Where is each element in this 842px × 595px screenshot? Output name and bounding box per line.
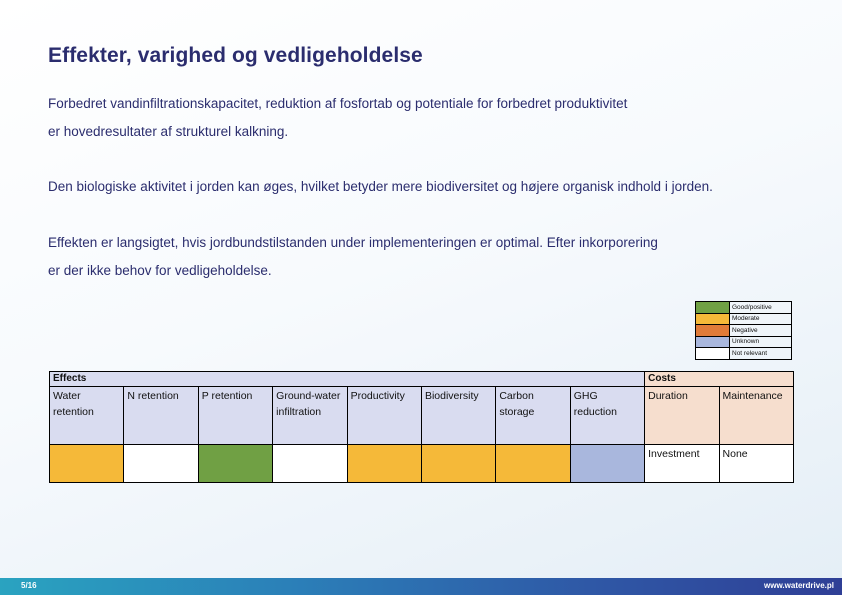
website-link[interactable]: www.waterdrive.pl [764,581,834,590]
legend-row [696,336,792,348]
effect-rating-cell [347,445,421,483]
legend-row [696,348,792,360]
paragraph-line: Den biologiske aktivitet i jorden kan øges, hvilket betyder mere biodiversitet og højere organisk indhold i jorden. [48,179,713,194]
effect-col-ghg-reduction: GHG reduction [570,387,644,445]
legend-swatch [696,336,730,348]
effect-rating-cell [421,445,495,483]
effect-col-water-retention: Water retention [50,387,124,445]
effect-rating-cell [124,445,198,483]
effect-rating-cell [570,445,644,483]
effect-col-biodiversity: Biodiversity [421,387,495,445]
table-column-row [50,387,794,445]
page-number: 5/16 [21,581,37,590]
effect-rating-cell [198,445,272,483]
costs-header: Costs [645,372,794,387]
legend-swatch [696,302,730,314]
legend-label: Moderate [730,313,792,325]
legend-swatch [696,325,730,337]
paragraph-line: er hovedresultater af strukturel kalkning. [48,124,289,139]
effect-col-productivity: Productivity [347,387,421,445]
paragraph-line: er der ikke behov for vedligeholdelse. [48,263,272,278]
effect-col-p-retention: P retention [198,387,272,445]
effects-costs-table [49,371,794,483]
paragraph-line: Forbedret vandinfiltrationskapacitet, reduktion af fosfortab og potentiale for forbedret produktivitet [48,96,628,111]
legend-label: Not relevant [730,348,792,360]
legend-label: Good/positive [730,302,792,314]
paragraph-biology [48,173,808,201]
effects-header: Effects [50,372,645,387]
effect-col-groundwater-infiltration: Ground-water infiltration [273,387,347,445]
cost-duration-value: Investment [645,445,719,483]
effect-col-carbon-storage: Carbon storage [496,387,570,445]
legend-label: Unknown [730,336,792,348]
paragraph-results [48,90,768,146]
effect-rating-cell [273,445,347,483]
color-legend [695,301,792,360]
cost-col-duration: Duration [645,387,719,445]
table-value-row [50,445,794,483]
legend-row [696,313,792,325]
paragraph-line: Effekten er langsigtet, hvis jordbundstilstanden under implementeringen er optimal. Efter inkorporering [48,235,658,250]
legend-swatch [696,348,730,360]
legend-row [696,325,792,337]
effect-rating-cell [496,445,570,483]
footer-bar [0,578,842,595]
legend-swatch [696,313,730,325]
cost-maintenance-value: None [719,445,793,483]
legend-label: Negative [730,325,792,337]
cost-col-maintenance: Maintenance [719,387,793,445]
effect-col-n-retention: N retention [124,387,198,445]
paragraph-duration [48,229,768,285]
legend-row [696,302,792,314]
page-title: Effekter, varighed og vedligeholdelse [48,44,423,67]
effect-rating-cell [50,445,124,483]
table-header-row [50,372,794,387]
